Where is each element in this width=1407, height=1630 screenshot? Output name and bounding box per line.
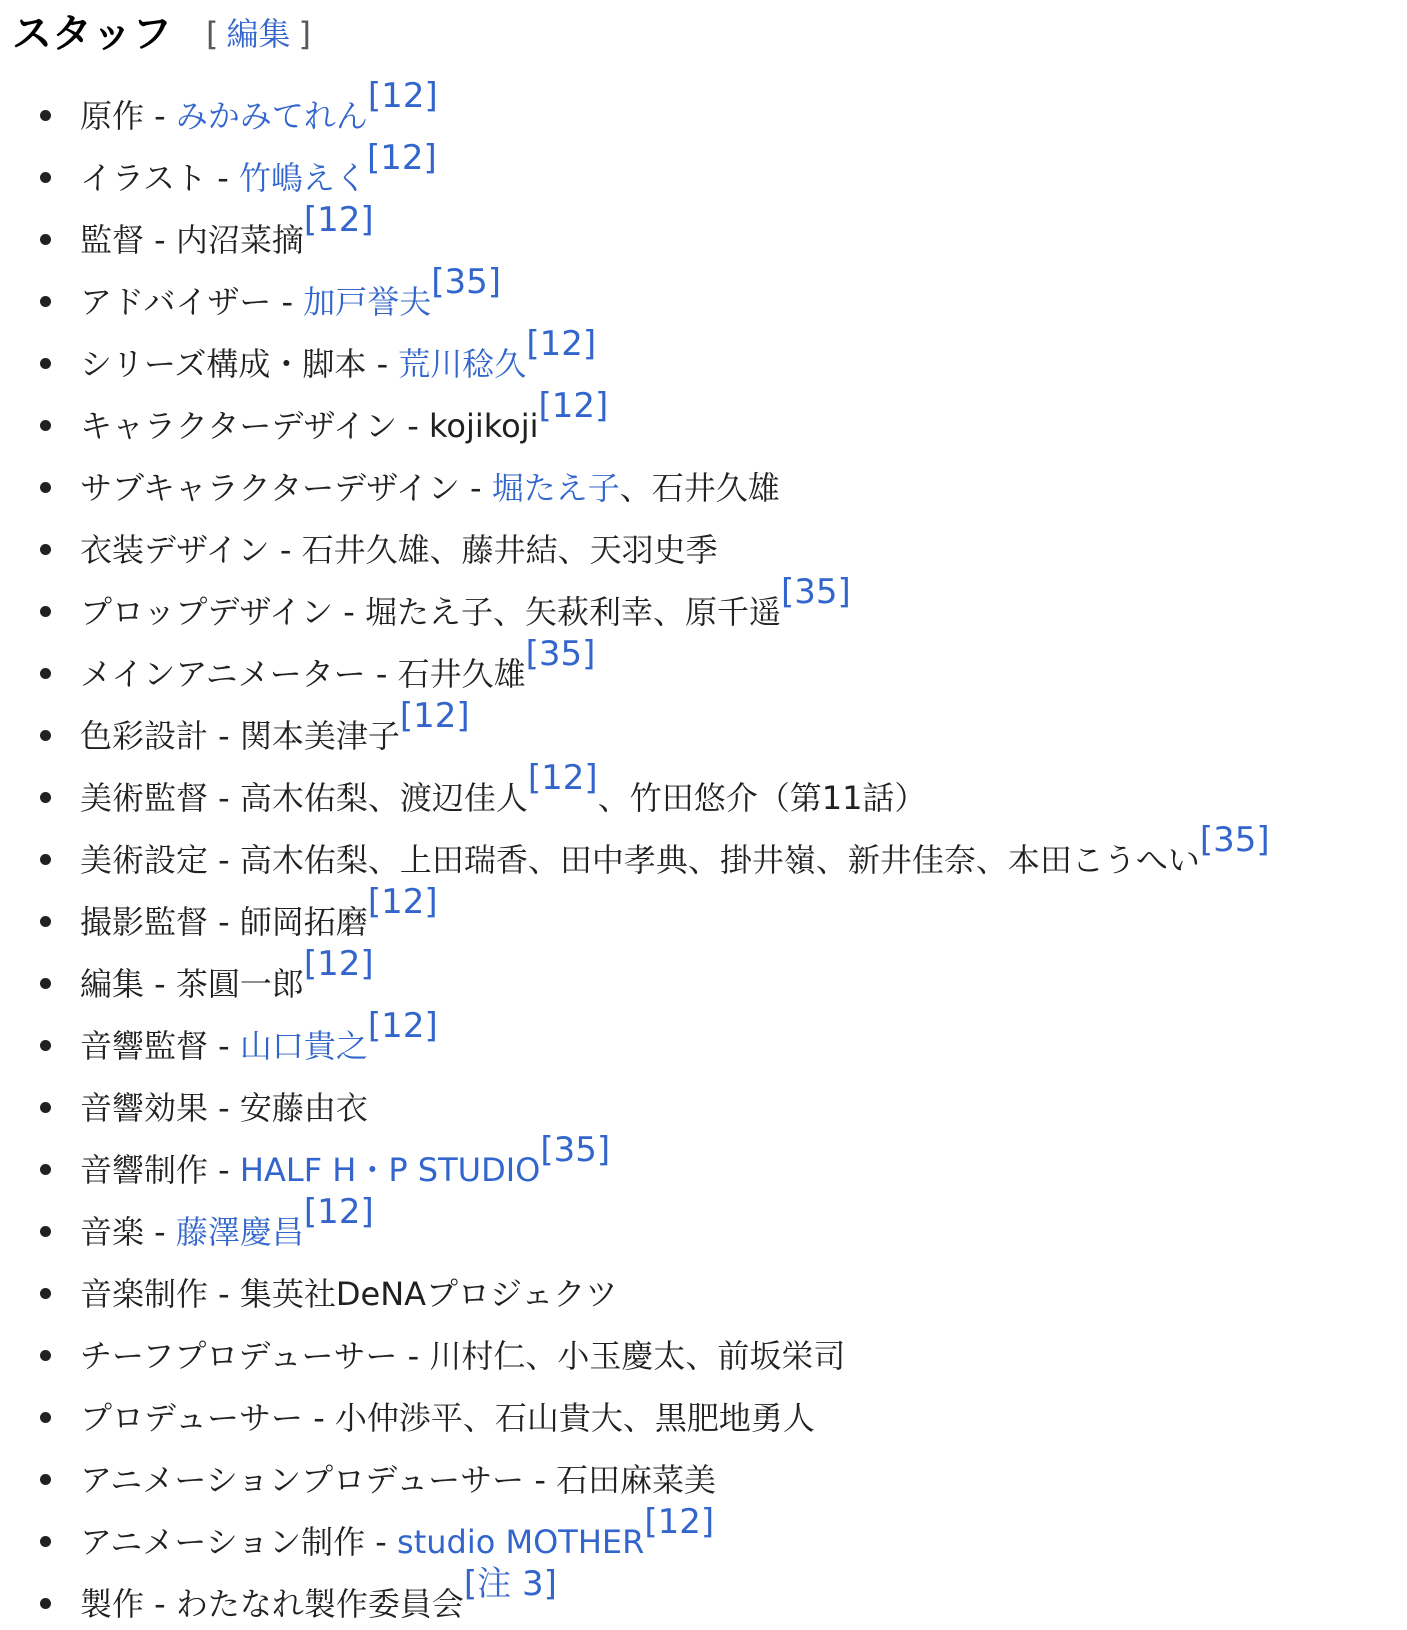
person-link[interactable]: 藤澤慶昌	[175, 1213, 304, 1251]
staff-line	[80, 386, 609, 446]
citation-ref-link[interactable]: [12]	[538, 386, 609, 426]
bullet-icon	[40, 172, 51, 183]
citation-ref-link[interactable]: [注 3]	[463, 1564, 557, 1604]
person-link[interactable]: 荒川稔久	[398, 345, 527, 383]
staff-text: 音響効果 - 安藤由衣	[80, 1089, 368, 1127]
staff-list-item	[40, 136, 1407, 198]
bullet-icon	[40, 544, 51, 555]
staff-text: キャラクターデザイン - kojikoji	[80, 407, 539, 445]
staff-text: 色彩設計 - 関本美津子	[80, 717, 400, 755]
staff-list-item	[40, 756, 1407, 818]
citation-ref-link[interactable]: [35]	[781, 572, 851, 612]
staff-line	[80, 1564, 557, 1624]
staff-line	[80, 1460, 716, 1500]
staff-text: アニメーション制作 -	[80, 1523, 398, 1561]
citation-ref-link[interactable]: [35]	[431, 262, 502, 302]
staff-text: 撮影監督 - 師岡拓磨	[80, 903, 368, 941]
bullet-icon	[40, 1164, 51, 1175]
staff-list-item	[40, 570, 1407, 632]
staff-list-item	[40, 198, 1407, 260]
person-link[interactable]: 堀たえ子	[491, 469, 620, 507]
bullet-icon	[40, 916, 51, 927]
person-link[interactable]: studio MOTHER	[397, 1523, 645, 1561]
staff-line	[80, 76, 438, 136]
staff-list-item	[40, 74, 1407, 136]
staff-text: アドバイザー -	[80, 283, 304, 321]
staff-line	[80, 1088, 368, 1128]
staff-text: イラスト -	[80, 159, 239, 197]
staff-list-item	[40, 880, 1407, 942]
staff-text: プロデューサー - 小仲渉平、石山貴大、黒肥地勇人	[80, 1399, 815, 1437]
staff-line	[80, 1192, 374, 1252]
staff-text: 製作 - わたなれ製作委員会	[80, 1585, 464, 1623]
bullet-icon	[40, 792, 51, 803]
staff-text: シリーズ構成・脚本 -	[80, 345, 399, 383]
staff-text: 音楽 -	[80, 1213, 176, 1251]
bullet-icon	[40, 1288, 51, 1299]
bullet-icon	[40, 1536, 51, 1547]
staff-line	[80, 1398, 815, 1438]
staff-text: チーフプロデューサー - 川村仁、小玉慶太、前坂栄司	[80, 1337, 846, 1375]
staff-line	[80, 468, 780, 508]
staff-list-item	[40, 1500, 1407, 1562]
section-heading: スタッフ	[12, 11, 172, 57]
staff-text: メインアニメーター - 石井久雄	[80, 655, 526, 693]
staff-list-item	[40, 818, 1407, 880]
person-link[interactable]: 山口貴之	[239, 1027, 368, 1065]
staff-line	[80, 758, 927, 818]
citation-ref-link[interactable]: [35]	[1199, 820, 1270, 860]
section-heading-row	[12, 4, 1407, 64]
bullet-icon	[40, 606, 51, 617]
staff-line	[80, 262, 502, 322]
staff-text: 原作 -	[80, 97, 176, 135]
bullet-icon	[40, 1474, 51, 1485]
staff-line	[80, 1336, 845, 1376]
staff-list-item	[40, 1376, 1407, 1438]
staff-text: 音響制作 -	[80, 1151, 240, 1189]
staff-list-item	[40, 260, 1407, 322]
person-link[interactable]: 加戸誉夫	[303, 283, 432, 321]
staff-text: 音響監督 -	[80, 1027, 240, 1065]
staff-list-item	[40, 384, 1407, 446]
staff-list-item	[40, 1004, 1407, 1066]
staff-list-item	[40, 1562, 1407, 1624]
staff-line	[80, 1274, 617, 1314]
staff-text: 、石井久雄	[619, 469, 780, 507]
citation-ref-link[interactable]: [35]	[540, 1130, 611, 1170]
staff-list-item	[40, 1252, 1407, 1314]
staff-line	[80, 820, 1270, 880]
staff-text: 音楽制作 - 集英社DeNAプロジェクツ	[80, 1275, 618, 1313]
staff-line	[80, 944, 374, 1004]
staff-line	[80, 138, 437, 198]
staff-list-item	[40, 322, 1407, 384]
citation-ref-link[interactable]: [12]	[367, 882, 438, 922]
staff-line	[80, 530, 718, 570]
staff-list-item	[40, 694, 1407, 756]
bullet-icon	[40, 110, 51, 121]
citation-ref-link[interactable]: [12]	[367, 76, 438, 116]
staff-line	[80, 324, 597, 384]
person-link[interactable]: HALF H・P STUDIO	[239, 1151, 541, 1189]
staff-line	[80, 200, 374, 260]
staff-line	[80, 572, 851, 632]
citation-ref-link[interactable]: [12]	[644, 1502, 715, 1542]
staff-list-item	[40, 1066, 1407, 1128]
citation-ref-link[interactable]: [12]	[399, 696, 470, 736]
bullet-icon	[40, 482, 51, 493]
staff-line	[80, 696, 470, 756]
edit-section-link[interactable]: 編集	[226, 15, 291, 53]
citation-ref-link[interactable]: [12]	[303, 200, 374, 240]
person-link[interactable]: 竹嶋えく	[238, 159, 367, 197]
citation-ref-link[interactable]: [12]	[366, 138, 437, 178]
citation-ref-link[interactable]: [35]	[525, 634, 596, 674]
bullet-icon	[40, 730, 51, 741]
staff-list-item	[40, 446, 1407, 508]
staff-list-item	[40, 1128, 1407, 1190]
bullet-icon	[40, 668, 51, 679]
staff-line	[80, 1006, 438, 1066]
staff-line	[80, 882, 438, 942]
staff-text: 美術設定 - 高木佑梨、上田瑞香、田中孝典、掛井嶺、新井佳奈、本田こうへい	[80, 841, 1200, 879]
citation-ref-link[interactable]: [12]	[526, 324, 597, 364]
bullet-icon	[40, 1350, 51, 1361]
staff-list-item	[40, 508, 1407, 570]
bullet-icon	[40, 1598, 51, 1609]
citation-ref-link[interactable]: [12]	[367, 1006, 438, 1046]
citation-ref-link[interactable]: [12]	[303, 1192, 374, 1232]
staff-list-item	[40, 632, 1407, 694]
staff-line	[80, 1502, 715, 1562]
bullet-icon	[40, 358, 51, 369]
edit-bracket-close: ]	[298, 15, 311, 53]
bullet-icon	[40, 854, 51, 865]
bullet-icon	[40, 1040, 51, 1051]
staff-list-item	[40, 1190, 1407, 1252]
staff-line	[80, 634, 596, 694]
staff-text: 美術監督 - 高木佑梨、渡辺佳人	[80, 779, 528, 817]
staff-list-item	[40, 942, 1407, 1004]
person-link[interactable]: みかみてれん	[175, 97, 368, 135]
staff-text: 監督 - 内沼菜摘	[80, 221, 304, 259]
citation-ref-link[interactable]: [12]	[303, 944, 374, 984]
staff-text: アニメーションプロデューサー - 石田麻菜美	[80, 1461, 717, 1499]
bullet-icon	[40, 1226, 51, 1237]
staff-text: 衣装デザイン - 石井久雄、藤井結、天羽史季	[80, 531, 718, 569]
staff-text: サブキャラクターデザイン -	[80, 469, 492, 507]
staff-text: 編集 - 茶圓一郎	[80, 965, 304, 1003]
staff-list-item	[40, 1438, 1407, 1500]
bullet-icon	[40, 1412, 51, 1423]
bullet-icon	[40, 420, 51, 431]
edit-bracket-open: [	[206, 15, 219, 53]
citation-ref-link[interactable]: [12]	[527, 758, 598, 798]
bullet-icon	[40, 978, 51, 989]
bullet-icon	[40, 1102, 51, 1113]
bullet-icon	[40, 296, 51, 307]
staff-text: プロップデザイン - 堀たえ子、矢萩利幸、原千遥	[80, 593, 782, 631]
staff-line	[80, 1130, 611, 1190]
edit-section-link-wrapper	[206, 15, 311, 53]
staff-list	[12, 74, 1407, 1624]
staff-list-item	[40, 1314, 1407, 1376]
staff-text: 、竹田悠介（第11話）	[597, 779, 927, 817]
bullet-icon	[40, 234, 51, 245]
